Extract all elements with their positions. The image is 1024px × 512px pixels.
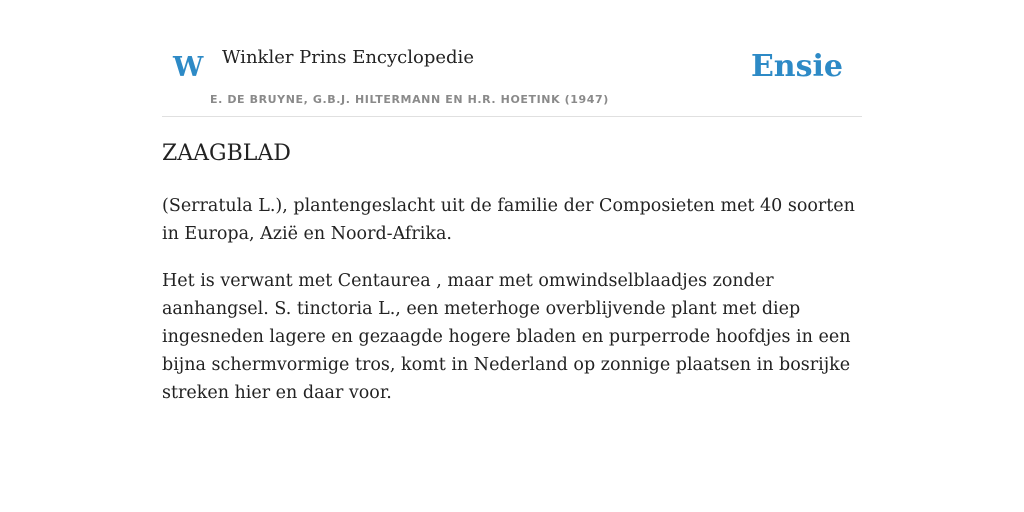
article-paragraph: (Serratula L.), plantengeslacht uit de familie der Composieten met 40 soorten in Europa, Azië en Noord-Afrika. [162, 196, 855, 244]
encyclopedia-header [162, 40, 862, 117]
article-body [162, 192, 862, 426]
encyclopedia-title[interactable]: Winkler Prins Encyclopedie [222, 47, 474, 68]
article-paragraph: Het is verwant met Centaurea , maar met omwindselblaadjes zonder aanhangsel. S. tinctoria L., een meterhoge overblijvende plant met diep ingesneden lagere en gezaagde hogere bladen en purperrode hoofdjes in een bijna schermvormige tros, komt in Nederland op zonnige plaatsen in bosrijke streken hier en daar voor. [162, 271, 851, 403]
encyclopedia-authors: E. DE BRUYNE, G.B.J. HILTERMANN EN H.R. HOETINK (1947) [210, 93, 609, 106]
winkler-prins-logo[interactable]: W [173, 52, 204, 83]
ensie-logo-link[interactable]: Ensie [750, 49, 843, 84]
article-title: ZAAGBLAD [162, 141, 291, 166]
